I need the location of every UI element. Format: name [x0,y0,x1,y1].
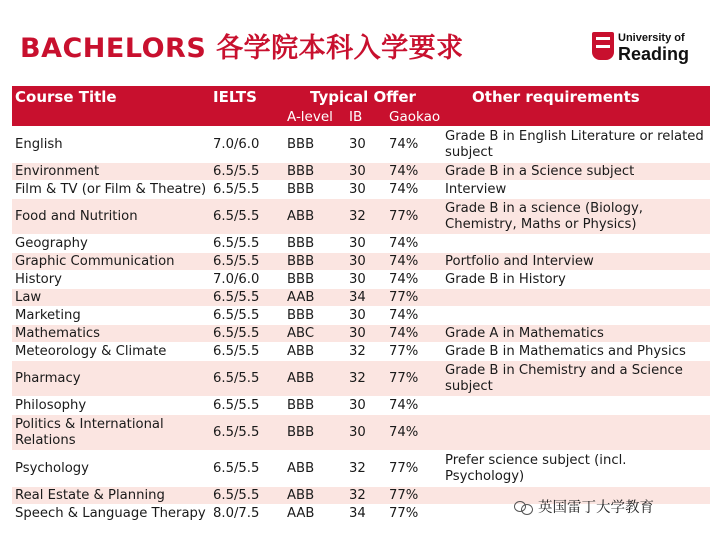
cell-gaokao: 77% [386,289,442,307]
cell-other: Grade A in Mathematics [442,325,710,343]
cell-ielts: 6.5/5.5 [210,343,284,361]
crest-icon [592,32,614,60]
cell-ielts: 7.0/6.0 [210,271,284,289]
table-row [12,361,710,397]
cell-other: Portfolio and Interview [442,253,710,271]
cell-other [442,289,710,307]
cell-other: Prefer science subject (incl. Psychology) [442,451,710,487]
cell-gaokao: 77% [386,343,442,361]
cell-gaokao: 77% [386,451,442,487]
cell-ib: 32 [346,199,386,235]
table-row [12,289,710,307]
cell-alevel: BBB [284,415,346,451]
header-course: Course Title [12,86,210,108]
cell-course: History [12,271,210,289]
cell-gaokao: 74% [386,325,442,343]
cell-gaokao: 74% [386,163,442,181]
cell-gaokao: 74% [386,253,442,271]
cell-course: Geography [12,235,210,253]
cell-ielts: 6.5/5.5 [210,397,284,415]
cell-ielts: 6.5/5.5 [210,361,284,397]
cell-alevel: BBB [284,181,346,199]
cell-other [442,397,710,415]
cell-course: Philosophy [12,397,210,415]
cell-alevel: BBB [284,307,346,325]
header-other: Other requirements [442,86,710,108]
page-title: BACHELORS 各学院本科入学要求 [20,33,464,64]
cell-other: Grade B in English Literature or related subject [442,127,710,163]
cell-other [442,415,710,451]
cell-alevel: BBB [284,253,346,271]
page-header [0,0,720,82]
cell-ib: 32 [346,451,386,487]
table-row [12,163,710,181]
logo-line-1: University of [618,32,685,44]
cell-ib: 30 [346,325,386,343]
table-row [12,127,710,163]
cell-other [442,235,710,253]
university-logo [592,30,702,70]
cell-ib: 32 [346,487,386,505]
header-typical-offer: Typical Offer [284,86,442,108]
cell-ib: 34 [346,505,386,523]
cell-alevel: AAB [284,505,346,523]
cell-ib: 32 [346,361,386,397]
requirements-table [12,86,710,523]
header-ielts: IELTS [210,86,284,108]
cell-gaokao: 74% [386,127,442,163]
table-header-row [12,86,710,108]
cell-course: Speech & Language Therapy [12,505,210,523]
cell-ib: 30 [346,397,386,415]
cell-gaokao: 77% [386,505,442,523]
cell-ib: 30 [346,181,386,199]
table-row [12,325,710,343]
cell-ielts: 7.0/6.0 [210,127,284,163]
cell-course: Psychology [12,451,210,487]
cell-ib: 34 [346,289,386,307]
cell-ib: 30 [346,253,386,271]
cell-gaokao: 74% [386,397,442,415]
cell-ielts: 6.5/5.5 [210,415,284,451]
cell-alevel: ABB [284,451,346,487]
cell-gaokao: 74% [386,181,442,199]
watermark-text: 英国雷丁大学教育 [538,500,654,516]
cell-course: Meteorology & Climate [12,343,210,361]
cell-course: Film & TV (or Film & Theatre) [12,181,210,199]
cell-ielts: 6.5/5.5 [210,235,284,253]
cell-course: Graphic Communication [12,253,210,271]
cell-course: Mathematics [12,325,210,343]
wechat-icon [514,499,534,515]
cell-ib: 30 [346,307,386,325]
table-row [12,397,710,415]
cell-alevel: BBB [284,127,346,163]
cell-alevel: ABB [284,487,346,505]
cell-ib: 30 [346,415,386,451]
cell-other: Grade B in Mathematics and Physics [442,343,710,361]
cell-other: Grade B in a Science subject [442,163,710,181]
cell-gaokao: 77% [386,361,442,397]
cell-alevel: BBB [284,235,346,253]
table-row [12,343,710,361]
header-gaokao: Gaokao [386,108,442,127]
cell-course: Law [12,289,210,307]
cell-course: Pharmacy [12,361,210,397]
cell-other [442,307,710,325]
cell-ib: 30 [346,271,386,289]
cell-alevel: ABB [284,199,346,235]
cell-course: Politics & International Relations [12,415,210,451]
table-subheader-row [12,108,710,127]
cell-alevel: ABC [284,325,346,343]
cell-ielts: 6.5/5.5 [210,307,284,325]
table-row [12,253,710,271]
table-row [12,235,710,253]
cell-alevel: BBB [284,397,346,415]
cell-course: Food and Nutrition [12,199,210,235]
cell-ib: 30 [346,235,386,253]
header-ib: IB [346,108,386,127]
cell-gaokao: 77% [386,199,442,235]
table-row [12,271,710,289]
cell-alevel: BBB [284,271,346,289]
cell-ielts: 6.5/5.5 [210,289,284,307]
cell-gaokao: 74% [386,271,442,289]
cell-ielts: 6.5/5.5 [210,163,284,181]
cell-gaokao: 74% [386,415,442,451]
cell-gaokao: 74% [386,235,442,253]
cell-alevel: AAB [284,289,346,307]
cell-course: Real Estate & Planning [12,487,210,505]
cell-other: Interview [442,181,710,199]
cell-ib: 30 [346,163,386,181]
cell-alevel: BBB [284,163,346,181]
cell-ielts: 6.5/5.5 [210,199,284,235]
cell-ib: 30 [346,127,386,163]
table-row [12,307,710,325]
cell-other: Grade B in History [442,271,710,289]
cell-ielts: 6.5/5.5 [210,451,284,487]
cell-other: Grade B in Chemistry and a Science subject [442,361,710,397]
logo-line-2: Reading [618,44,690,64]
cell-ielts: 8.0/7.5 [210,505,284,523]
table-body [12,127,710,523]
cell-ielts: 6.5/5.5 [210,253,284,271]
watermark [514,496,654,517]
cell-alevel: ABB [284,343,346,361]
table-row [12,415,710,451]
cell-course: English [12,127,210,163]
cell-alevel: ABB [284,361,346,397]
cell-other: Grade B in a science (Biology, Chemistry, Maths or Physics) [442,199,710,235]
cell-gaokao: 77% [386,487,442,505]
cell-course: Environment [12,163,210,181]
cell-ielts: 6.5/5.5 [210,325,284,343]
cell-course: Marketing [12,307,210,325]
cell-ib: 32 [346,343,386,361]
header-alevel: A-level [284,108,346,127]
table-row [12,451,710,487]
cell-ielts: 6.5/5.5 [210,181,284,199]
table-row [12,181,710,199]
cell-ielts: 6.5/5.5 [210,487,284,505]
table-row [12,199,710,235]
cell-gaokao: 74% [386,307,442,325]
